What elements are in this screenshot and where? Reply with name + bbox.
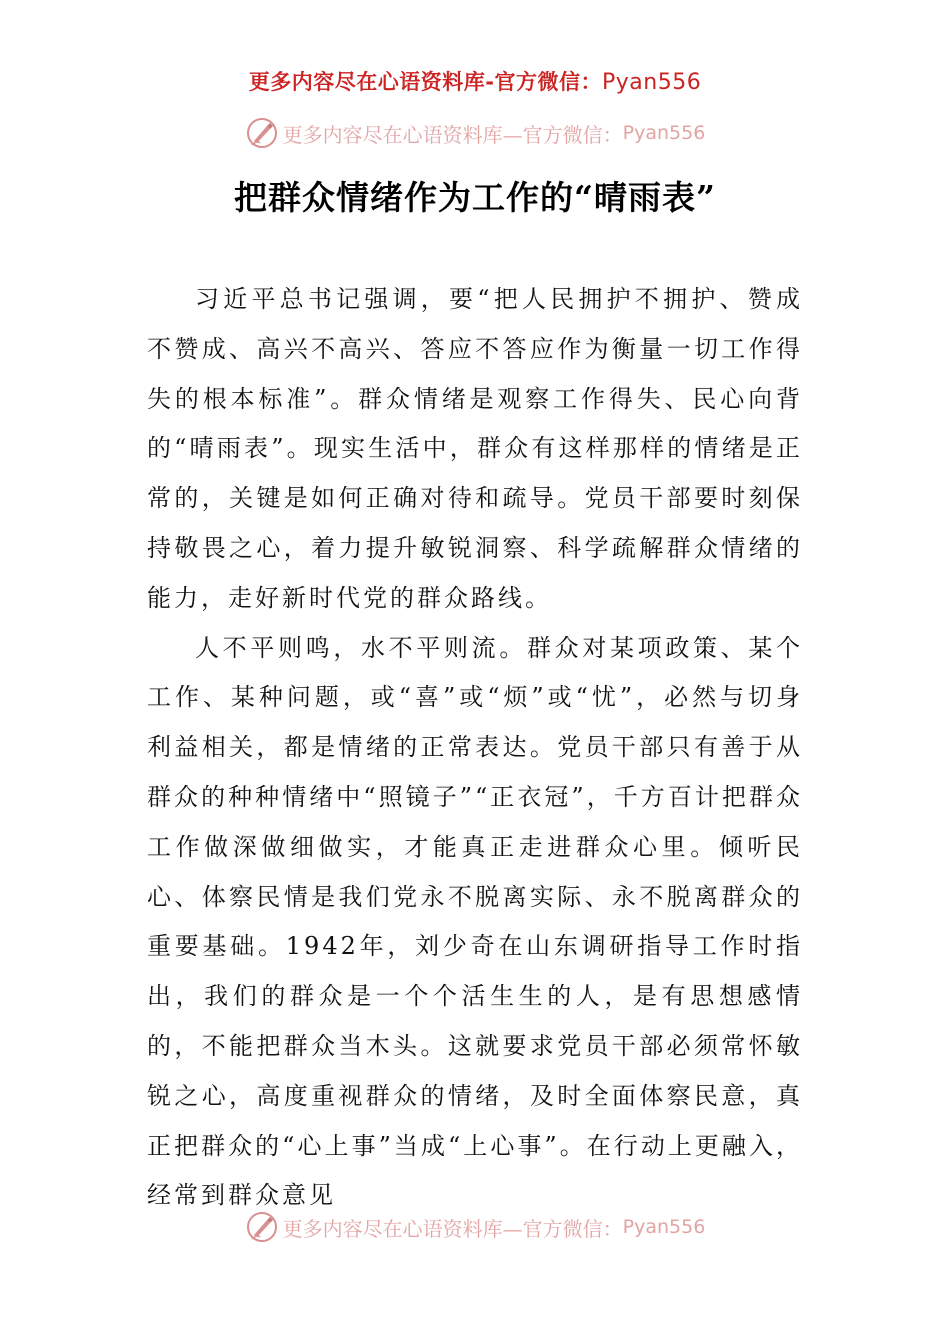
watermark-text: 更多内容尽在心语资料库—官方微信：: [282, 122, 623, 147]
pen-seal-icon: [245, 1210, 279, 1244]
paragraph-2: 人不平则鸣，水不平则流。群众对某项政策、某个工作、某种问题，或“喜”或“烦”或“忧”，必然与切身利益相关，都是情绪的正常表达。党员干部只有善于从群众的种种情绪中“照镜子”“正衣冠”，千方百计把群众工作做深做细做实，才能真正走进群众心里。倾听民心、体察民情是我们党永不脱离实际、永不脱离群众的重要基础。1942年，刘少奇在山东调研指导工作时指出，我们的群众是一个个活生生的人，是有思想感情的，不能把群众当木头。这就要求党员干部必须常怀敏锐之心，高度重视群众的情绪，及时全面体察民意，真正把群众的“心上事”当成“上心事”。在行动上更融入，经常到群众意见: [147, 633, 803, 1210]
paragraph-1: 习近平总书记强调，要“把人民拥护不拥护、赞成不赞成、高兴不高兴、答应不答应作为衡量一切工作得失的根本标准”。群众情绪是观察工作得失、民心向背的“晴雨表”。现实生活中，群众有这样那样的情绪是正常的，关键是如何正确对待和疏导。党员干部要时刻保持敬畏之心，着力提升敏锐洞察、科学疏解群众情绪的能力，走好新时代党的群众路线。: [147, 285, 803, 612]
banner-text: 更多内容尽在心语资料库-官方微信：: [248, 70, 602, 94]
banner-wechat-id: Pyan556: [602, 70, 702, 95]
watermark-id: Pyan556: [622, 122, 706, 144]
top-banner: [0, 66, 950, 96]
watermark-id: Pyan556: [622, 1216, 706, 1238]
document-title: 把群众情绪作为工作的“晴雨表”: [234, 178, 716, 217]
watermark-text: 更多内容尽在心语资料库—官方微信：: [282, 1216, 623, 1241]
watermark-bottom: [0, 1210, 950, 1244]
watermark-top: [0, 116, 950, 150]
pen-seal-icon: [245, 116, 279, 150]
document-body: [147, 275, 803, 1221]
